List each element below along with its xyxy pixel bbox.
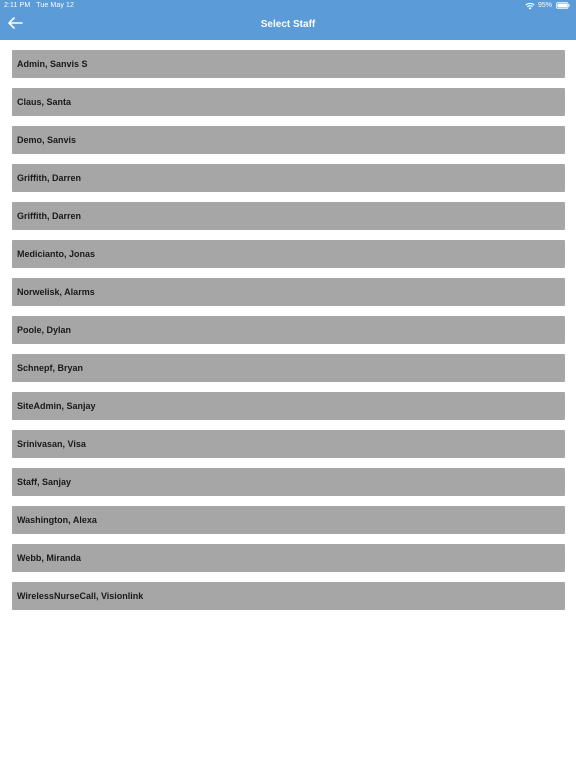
staff-name: Admin, Sanvis S [17,59,88,69]
status-bar-right [525,1,570,10]
staff-name: Webb, Miranda [17,553,81,563]
staff-name: Medicianto, Jonas [17,249,96,259]
staff-row-medicianto-jonas[interactable] [12,240,565,268]
staff-list [12,50,565,620]
staff-name: Demo, Sanvis [17,135,77,145]
page-title: Select Staff [260,19,316,30]
staff-name: Washington, Alexa [17,515,97,525]
staff-row-wirelessnursecall-visionlink[interactable] [12,582,565,610]
battery-percentage: 95% [537,1,552,9]
staff-name: Griffith, Darren [17,211,82,221]
staff-row-griffith-darren-2[interactable] [12,202,565,230]
staff-name: Schnepf, Bryan [17,363,84,373]
staff-row-schnepf-bryan[interactable] [12,354,565,382]
staff-row-srinivasan-visa[interactable] [12,430,565,458]
staff-row-washington-alexa[interactable] [12,506,565,534]
staff-name: Norwelisk, Alarms [17,287,95,297]
navigation-header [0,0,576,40]
staff-name: Claus, Santa [17,97,72,107]
status-date: Tue May 12 [36,2,74,9]
staff-row-admin-sanvis-s[interactable] [12,50,565,78]
wifi-icon [525,2,535,10]
staff-name: Griffith, Darren [17,173,82,183]
staff-row-demo-sanvis[interactable] [12,126,565,154]
staff-row-poole-dylan[interactable] [12,316,565,344]
staff-name: WirelessNurseCall, Visionlink [17,591,144,601]
staff-name: Srinivasan, Visa [17,439,86,449]
staff-name: Staff, Sanjay [17,477,72,487]
staff-row-webb-miranda[interactable] [12,544,565,572]
staff-row-norwelisk-alarms[interactable] [12,278,565,306]
battery-icon [556,2,570,9]
staff-row-staff-sanjay[interactable] [12,468,565,496]
staff-name: SiteAdmin, Sanjay [17,401,96,411]
status-time: 2:11 PM [4,2,31,9]
status-bar-left [4,2,74,10]
staff-row-claus-santa[interactable] [12,88,565,116]
staff-row-griffith-darren[interactable] [12,164,565,192]
staff-row-siteadmin-sanjay[interactable] [12,392,565,420]
staff-name: Poole, Dylan [17,325,72,335]
